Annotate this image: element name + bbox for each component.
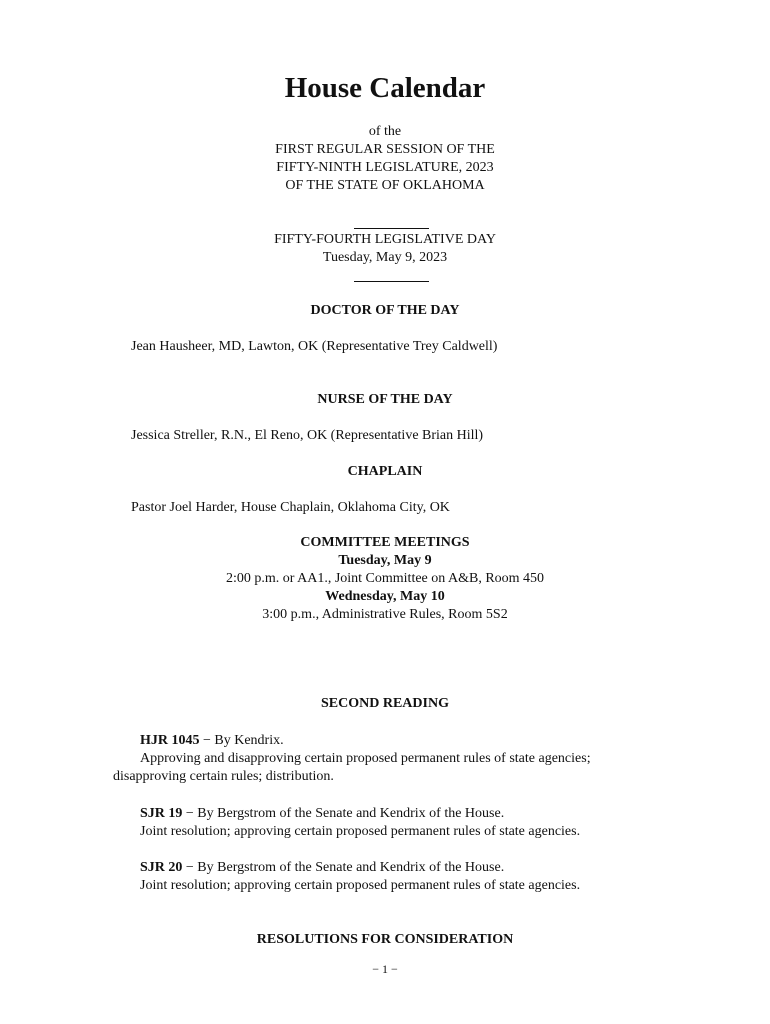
bill-description: Approving and disapproving certain proposed permanent rules of state agencies; — [140, 751, 591, 766]
committee-day-1: Tuesday, May 9 — [338, 553, 432, 568]
legislature-line: FIFTY-NINTH LEGISLATURE, 2023 — [276, 160, 494, 175]
bill-description: Joint resolution; approving certain proposed permanent rules of state agencies. — [140, 878, 581, 893]
bill-description-continued: disapproving certain rules; distribution. — [113, 769, 334, 784]
bill-entry-sjr-19 — [140, 806, 504, 822]
bill-description: Joint resolution; approving certain proposed permanent rules of state agencies. — [140, 824, 581, 839]
of-the-text: of the — [368, 124, 402, 139]
session-date: Tuesday, May 9, 2023 — [322, 250, 448, 265]
second-reading-heading: SECOND READING — [321, 696, 449, 711]
resolutions-heading: RESOLUTIONS FOR CONSIDERATION — [256, 932, 514, 947]
nurse-text: Jessica Streller, R.N., El Reno, OK (Representative Brian Hill) — [131, 428, 484, 443]
bill-author: − By Bergstrom of the Senate and Kendrix of the House. — [182, 806, 505, 821]
bill-number: HJR 1045 — [140, 733, 200, 748]
committee-meeting-2: 3:00 p.m., Administrative Rules, Room 5S2 — [262, 607, 508, 622]
page-number: − 1 − — [372, 962, 398, 976]
session-line: FIRST REGULAR SESSION OF THE — [275, 142, 495, 157]
chaplain-heading: CHAPLAIN — [347, 464, 423, 479]
chaplain-text: Pastor Joel Harder, House Chaplain, Oklahoma City, OK — [131, 500, 450, 515]
nurse-heading: NURSE OF THE DAY — [317, 392, 453, 407]
divider-bottom — [354, 281, 429, 282]
bill-entry-hjr-1045 — [140, 733, 284, 749]
committee-day-2: Wednesday, May 10 — [325, 589, 445, 604]
doctor-heading: DOCTOR OF THE DAY — [310, 303, 460, 318]
page-title: House Calendar — [284, 72, 486, 104]
bill-author: − By Bergstrom of the Senate and Kendrix of the House. — [182, 860, 505, 875]
legislative-day: FIFTY-FOURTH LEGISLATIVE DAY — [274, 232, 496, 247]
doctor-text: Jean Hausheer, MD, Lawton, OK (Representative Trey Caldwell) — [131, 339, 498, 354]
committee-meeting-1: 2:00 p.m. or AA1., Joint Committee on A&B, Room 450 — [225, 571, 545, 586]
bill-entry-sjr-20 — [140, 860, 504, 876]
bill-author: − By Kendrix. — [199, 733, 284, 748]
state-line: OF THE STATE OF OKLAHOMA — [285, 178, 485, 193]
committee-heading: COMMITTEE MEETINGS — [300, 535, 470, 550]
bill-number: SJR 20 — [140, 860, 183, 875]
bill-number: SJR 19 — [140, 806, 183, 821]
divider-top — [354, 228, 429, 229]
